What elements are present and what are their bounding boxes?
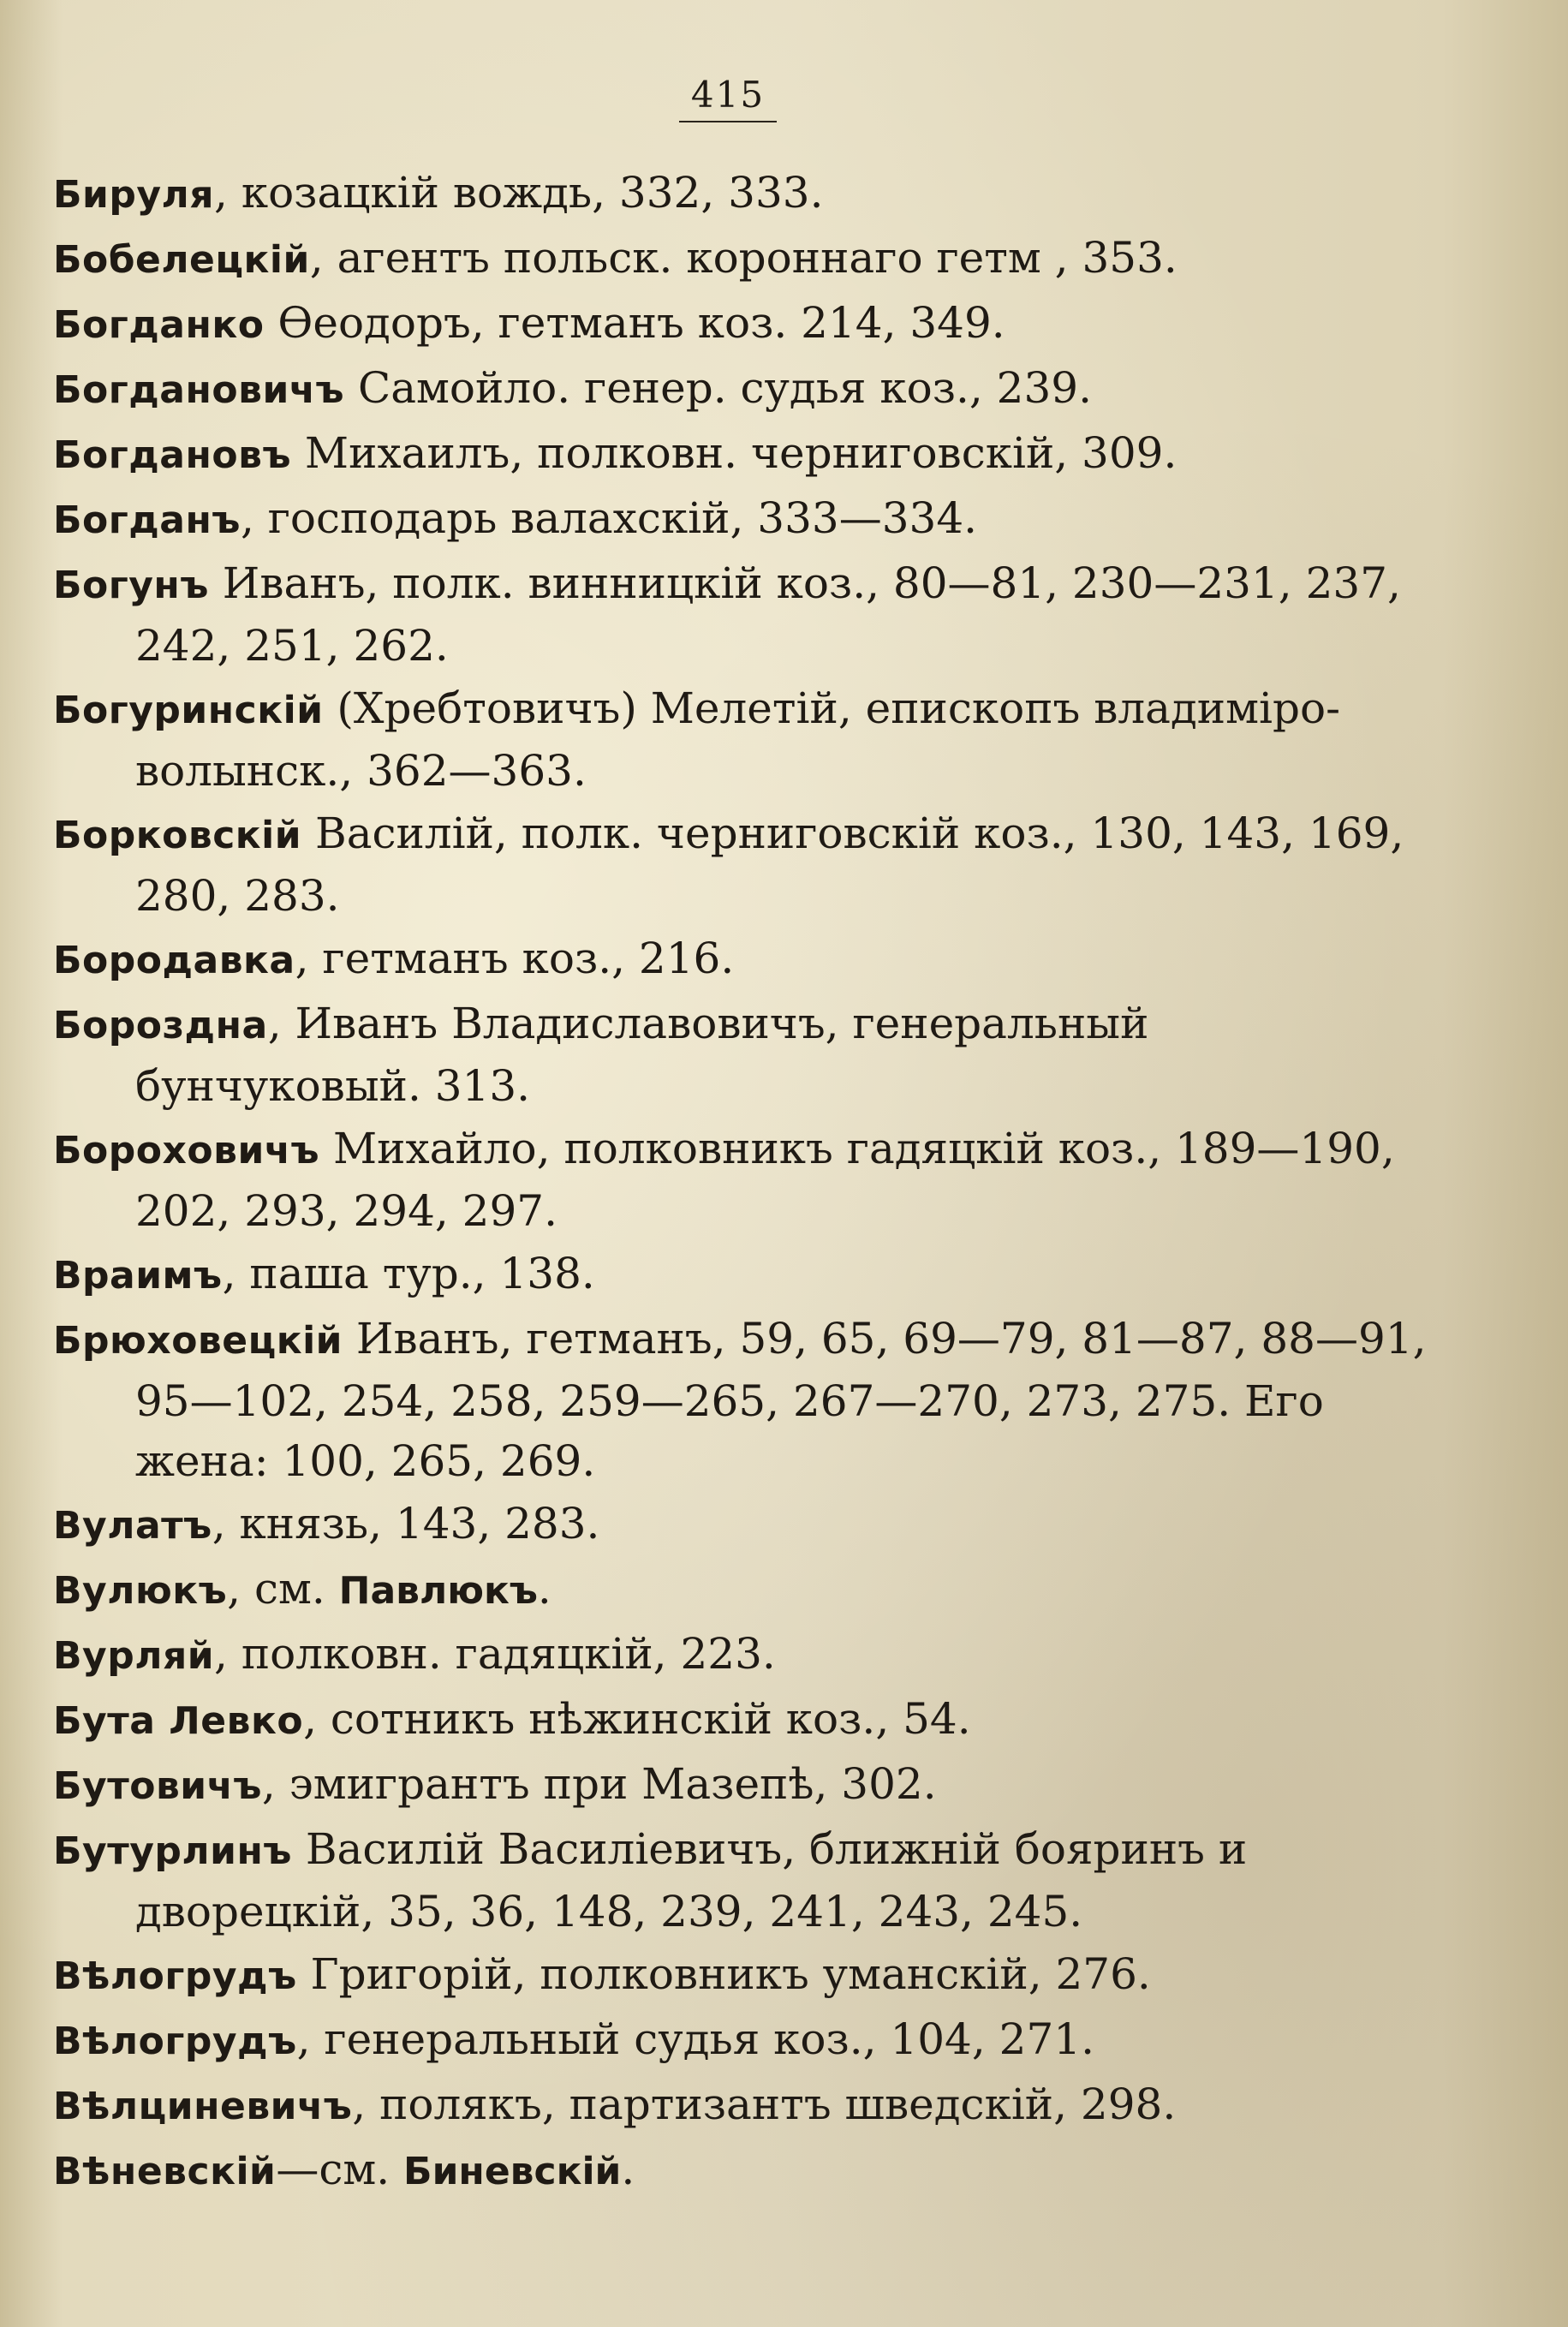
entry-text: Иванъ, полк. винницкій коз., 80—81, 230—231, 237, 242, 251, 262.	[135, 558, 1401, 671]
index-entries	[53, 163, 1440, 2205]
page-number: 415	[0, 74, 1456, 122]
entry-text: Иванъ, гетманъ, 59, 65, 69—79, 81—87, 88—91, 95—102, 254, 258, 259—265, 267—270, 273, 275. Его жена: 100, 265, 269.	[135, 1314, 1427, 1486]
index-entry	[53, 1244, 1440, 1306]
entry-headword: Богданко	[53, 303, 265, 347]
entry-headword: Брюховецкій	[53, 1319, 343, 1363]
cross-reference: Павлюкъ	[338, 1569, 538, 1613]
cross-reference: Биневскій	[403, 2150, 622, 2193]
entry-headword: Вѣлогрудъ	[53, 1954, 297, 1998]
entry-tail: .	[621, 2145, 635, 2194]
index-entry	[53, 553, 1440, 676]
entry-text: Михайло, полковникъ гадяцкій коз., 189—190, 202, 293, 294, 297.	[135, 1124, 1395, 1236]
entry-headword: Вурляй	[53, 1634, 215, 1678]
entry-text: Самойло. генер. судья коз., 239.	[344, 363, 1092, 413]
entry-text: , гетманъ коз., 216.	[295, 934, 735, 983]
entry-text: , полякъ, партизантъ шведскій, 298.	[352, 2079, 1177, 2129]
index-entry	[53, 678, 1440, 801]
entry-headword: Вулюкъ	[53, 1569, 228, 1613]
entry-headword: Вѣлогрудъ	[53, 2020, 297, 2063]
entry-headword: Бутурлинъ	[53, 1829, 292, 1873]
index-entry	[53, 803, 1440, 926]
index-entry	[53, 1494, 1440, 1556]
entry-headword: Богуринскій	[53, 689, 324, 732]
entry-headword: Бута Левко	[53, 1699, 304, 1743]
entry-text: , козацкій вождь, 332, 333.	[214, 168, 824, 218]
entry-tail: .	[537, 1564, 551, 1614]
index-entry	[53, 1944, 1440, 2007]
index-entry	[53, 1624, 1440, 1686]
entry-text: , полковн. гадяцкій, 223.	[214, 1629, 776, 1679]
index-entry	[53, 488, 1440, 551]
index-entry	[53, 1309, 1440, 1491]
entry-text: , господарь валахскій, 333—334.	[240, 493, 978, 543]
entry-headword: Вулатъ	[53, 1504, 212, 1548]
index-entry	[53, 423, 1440, 486]
entry-headword: Богдановъ	[53, 433, 292, 477]
entry-text: Ѳеодоръ, гетманъ коз. 214, 349.	[264, 298, 1005, 348]
entry-text: Василій Василіевичъ, ближній бояринъ и дворецкій, 35, 36, 148, 239, 241, 243, 245.	[135, 1824, 1248, 1936]
index-entry	[53, 1754, 1440, 1817]
index-entry	[53, 228, 1440, 290]
entry-text: , генеральный судья коз., 104, 271.	[296, 2014, 1094, 2064]
index-entry	[53, 993, 1440, 1116]
index-entry	[53, 1689, 1440, 1751]
index-entry	[53, 163, 1440, 225]
index-entry	[53, 1559, 1440, 1621]
entry-text: , князь, 143, 283.	[212, 1499, 600, 1548]
entry-headword: Бируля	[53, 173, 215, 217]
entry-headword: Борковскій	[53, 814, 302, 857]
entry-text: , агентъ польск. короннаго гетм , 353.	[309, 233, 1177, 283]
entry-text: —см.	[276, 2145, 404, 2194]
entry-text: Василій, полк. черниговскій коз., 130, 143, 169, 280, 283.	[135, 808, 1404, 921]
entry-headword: Бобелецкій	[53, 238, 310, 282]
entry-headword: Богунъ	[53, 564, 209, 607]
index-entry	[53, 1119, 1440, 1241]
index-entry	[53, 293, 1440, 355]
entry-text: Михаилъ, полковн. черниговскій, 309.	[291, 428, 1177, 478]
entry-headword: Бородавка	[53, 939, 295, 982]
entry-text: Григорій, полковникъ уманскій, 276.	[296, 1949, 1151, 1999]
entry-headword: Богдановичъ	[53, 368, 345, 412]
entry-headword: Богданъ	[53, 498, 241, 542]
entry-headword: Бороховичъ	[53, 1129, 320, 1172]
index-entry	[53, 2074, 1440, 2137]
index-entry	[53, 1819, 1440, 1942]
entry-text: , сотникъ нѣжинскій коз., 54.	[303, 1694, 971, 1744]
entry-text: , см.	[227, 1564, 339, 1614]
index-entry	[53, 928, 1440, 991]
entry-headword: Бутовичъ	[53, 1764, 262, 1808]
entry-text: , Иванъ Владиславовичъ, генеральный бунчуковый. 313.	[135, 999, 1149, 1111]
entry-headword: Вѣневскій	[53, 2150, 277, 2193]
entry-headword: Вѣлциневичъ	[53, 2085, 353, 2128]
index-entry	[53, 358, 1440, 421]
entry-text: , эмигрантъ при Мазепѣ, 302.	[261, 1759, 937, 1809]
entry-text: (Хребтовичъ) Мелетій, епископъ владиміро-волынск., 362—363.	[135, 683, 1340, 796]
entry-text: , паша тур., 138.	[222, 1249, 595, 1298]
index-entry	[53, 2009, 1440, 2072]
entry-headword: Враимъ	[53, 1254, 223, 1298]
entry-headword: Бороздна	[53, 1004, 268, 1047]
index-entry	[53, 2139, 1440, 2202]
